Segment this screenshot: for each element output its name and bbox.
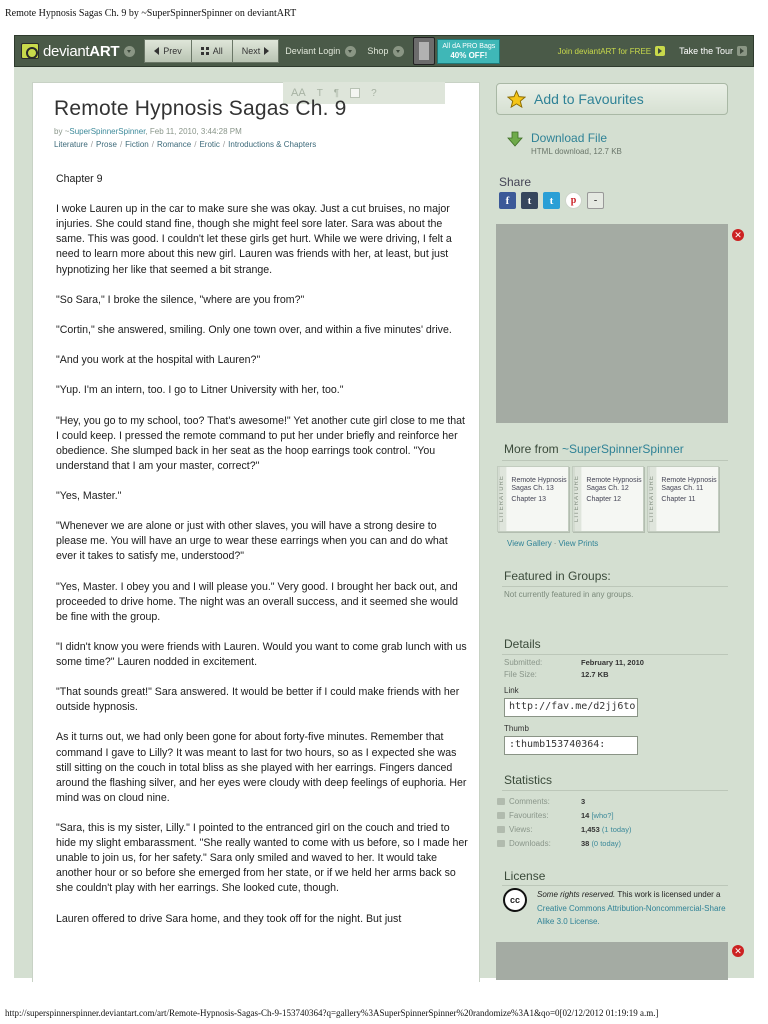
downloads-value: 38 <box>581 838 590 848</box>
top-nav-bar <box>14 35 754 67</box>
breadcrumb-separator: / <box>151 140 154 149</box>
category-breadcrumb <box>54 140 316 149</box>
license-link[interactable]: Creative Commons Attribution-Noncommercial-Share Alike 3.0 License. <box>537 903 726 926</box>
download-file <box>507 131 622 156</box>
thumb-label: Thumb <box>504 724 529 733</box>
download-file-link[interactable]: Download File <box>531 131 608 145</box>
breadcrumb-separator: / <box>119 140 123 149</box>
license-block <box>503 888 727 929</box>
breadcrumb-link[interactable]: Romance <box>156 140 192 149</box>
article-paragraph: "Yes, Master." <box>56 489 122 502</box>
divider <box>502 586 728 587</box>
shop-link[interactable] <box>367 46 409 57</box>
more-share-button[interactable]: - <box>587 192 604 209</box>
thumbnail-card[interactable] <box>497 466 569 532</box>
license-heading: License <box>504 869 546 883</box>
bag-icon <box>413 37 435 65</box>
breadcrumb-separator: / <box>222 140 226 149</box>
link-separator: · <box>553 539 557 548</box>
article-paragraph: "Cortin," she answered, smiling. Only one town over, and within a five minutes' drive. <box>56 323 452 336</box>
deviant-login-link[interactable] <box>285 46 361 57</box>
details-table <box>504 658 644 682</box>
divider <box>502 790 728 791</box>
ad-placeholder <box>496 224 728 423</box>
view-gallery-link[interactable]: View Gallery <box>507 539 552 548</box>
next-label: Next <box>241 46 261 56</box>
breadcrumb-link[interactable]: Introductions & Chapters <box>228 140 317 149</box>
deviantart-logo[interactable] <box>21 35 119 67</box>
thumbnail-title: Remote Hypnosis Sagas Ch. 11 <box>661 477 717 492</box>
deviant-login-label: Deviant Login <box>285 46 341 56</box>
article-paragraph: "Whenever we are alone or just with other slaves, you will have a strong desire to please me. You will have an urge to wear these earrings when you can and do what ever it takes to satisfy me, understood?" <box>56 520 448 563</box>
article-paragraph: "Hey, you go to my school, too? That's awesome!" Yet another cute girl close to me that I could keep. I pressed the remote command to put her under briefly and reinforce her obedience. She slumped back in her seat as the hoop earrings took control. "You understand that I am your master, correct?" <box>56 414 465 472</box>
byline-by: by <box>54 127 63 136</box>
breadcrumb-separator: / <box>194 140 197 149</box>
link-label: Link <box>504 686 519 695</box>
close-ad-icon[interactable]: ✕ <box>732 945 744 957</box>
article-byline <box>54 127 242 136</box>
author-link[interactable]: SuperSpinnerSpinner <box>69 127 146 136</box>
share-heading: Share <box>499 175 532 189</box>
views-today: (1 today) <box>601 824 632 834</box>
submitted-label: Submitted: <box>504 658 543 667</box>
arrow-right-icon <box>737 46 747 56</box>
favourites-label: Favourites: <box>509 810 549 820</box>
article-paragraph: "Sara, this is my sister, Lilly." I pointed to the entranced girl on the couch and tried to hide my slight embarassment. "She really wanted to come with us before, so I made her unable to join us, for her safety." Sara only smiled and waved to her. It would take another hour or so before she emerged from her state, or if we held her arms back so she couldn't play with her earrings. She looked cute, though. <box>56 822 468 895</box>
thumbnail-title: Remote Hypnosis Sagas Ch. 13 <box>511 477 567 492</box>
comments-label: Comments: <box>509 796 550 806</box>
font-face-button[interactable]: T <box>316 87 323 99</box>
thumbnail-spine: LITERATURE <box>648 467 656 531</box>
featured-none-text: Not currently featured in any groups. <box>504 590 634 599</box>
license-text: This work is licensed under a <box>615 890 721 899</box>
share-buttons <box>499 192 604 209</box>
views-icon <box>497 826 505 833</box>
divider <box>502 654 728 655</box>
arrow-right-icon <box>655 46 665 56</box>
author-prefix: ~ <box>64 127 70 136</box>
downloads-label: Downloads: <box>509 838 551 848</box>
tumblr-share-icon[interactable]: t <box>521 192 538 209</box>
article-date: , Feb 11, 2010, 3:44:28 PM <box>145 127 242 136</box>
close-ad-icon[interactable]: ✕ <box>732 229 744 241</box>
file-size-value: 12.7 KB <box>581 670 609 679</box>
thumbnail-card[interactable] <box>647 466 719 532</box>
more-from-author-link[interactable]: ~SuperSpinnerSpinner <box>562 442 684 456</box>
article-paragraph: "That sounds great!" Sara answered. It would be better if I could make friends with her outside hypnosis. <box>56 686 460 714</box>
facebook-share-icon[interactable]: f <box>499 192 516 209</box>
breadcrumb-link[interactable]: Prose <box>96 140 117 149</box>
more-from-prefix: More from <box>504 442 563 456</box>
article-title: Remote Hypnosis Sagas Ch. 9 <box>54 97 347 120</box>
article-paragraph: Lauren offered to drive Sara home, and they took off for the night. But just <box>56 912 402 925</box>
divider <box>502 885 728 886</box>
thumbnail-chapter: Chapter 13 <box>511 496 547 503</box>
article-paragraph: As it turns out, we had only been gone for about forty-five minutes. Remember that command I gave to Lilly? It was meant to last for two hours, so as I expected she was still sitting on the couch in total bliss as she played with her earrings. Fingers danced around the flashing silver, and her eyes were cloudy with deep feelings of euphoria. Her mind was on cloud nine. <box>56 731 467 804</box>
article-paragraph: "Yup. I'm an intern, too. I go to Litner University with her, too." <box>56 384 344 397</box>
grid-icon <box>201 47 209 55</box>
shop-label: Shop <box>367 46 389 56</box>
breadcrumb-link[interactable]: Literature <box>54 140 88 149</box>
divider <box>502 460 728 461</box>
statistics-heading: Statistics <box>504 773 553 787</box>
login-chevron-icon <box>345 46 356 57</box>
promo-line-2: 40% OFF! <box>450 50 488 60</box>
download-file-info: HTML download, 12.7 KB <box>531 147 622 156</box>
arrow-left-icon <box>154 47 159 55</box>
logo-menu-chevron-icon[interactable] <box>124 46 135 57</box>
tour-label: Take the Tour <box>679 46 733 56</box>
views-value: 1,453 <box>581 824 600 834</box>
page-header: Remote Hypnosis Sagas Ch. 9 by ~SuperSpinnerSpinner on deviantART <box>5 8 297 19</box>
prev-button[interactable] <box>144 39 192 63</box>
link-field[interactable]: http://fav.me/d2jj6to <box>504 698 638 717</box>
article-paragraph: "I didn't know you were friends with Lauren. Would you want to come grab lunch with us some time?" Lauren nodded in excitement. <box>56 640 467 668</box>
article-paragraph: "Yes, Master. I obey you and I will please you." Very good. I brought her back out, and proceeded to drive home. The night was an overall success, and it seemed she would be fine with the group. <box>56 580 459 623</box>
paragraph-button[interactable]: ¶ <box>333 87 340 99</box>
thumbnail-spine: LITERATURE <box>573 467 581 531</box>
all-label: All <box>212 46 223 56</box>
promo-line-1: All dA PRO Bags <box>442 42 496 50</box>
views-label: Views: <box>509 824 533 834</box>
downloads-today: (0 today) <box>591 838 622 848</box>
all-button[interactable] <box>192 39 233 63</box>
more-from-thumbnails <box>497 466 719 532</box>
more-from-heading <box>504 442 684 456</box>
help-button[interactable]: ? <box>371 87 377 99</box>
thumbnail-chapter: Chapter 11 <box>661 496 696 503</box>
creative-commons-icon[interactable]: cc <box>503 888 527 912</box>
deviantart-logo-icon <box>21 43 39 59</box>
who-favourited-link[interactable]: [who?] <box>591 810 614 820</box>
thumbnail-spine: LITERATURE <box>498 467 506 531</box>
breadcrumb-link[interactable]: Fiction <box>125 140 149 149</box>
gallery-nav-buttons <box>144 39 279 63</box>
comments-value: 3 <box>581 796 586 806</box>
thumbnail-title: Remote Hypnosis Sagas Ch. 12 <box>586 477 642 492</box>
thumbnail-chapter: Chapter 12 <box>586 496 622 503</box>
file-size-label: File Size: <box>504 670 537 679</box>
add-to-favourites-label: Add to Favourites <box>534 91 644 107</box>
license-some-rights: Some rights reserved. <box>537 890 616 899</box>
logo-text-ant: ant <box>69 42 90 60</box>
tour-link[interactable] <box>679 46 747 56</box>
article-body <box>56 172 470 942</box>
downloads-icon <box>497 840 505 847</box>
star-icon <box>507 90 526 109</box>
twitter-share-icon[interactable]: t <box>543 192 560 209</box>
gallery-links <box>507 539 598 548</box>
prev-label: Prev <box>163 46 182 56</box>
article-paragraph: I woke Lauren up in the car to make sure she was okay. Just a cut bruises, no major injuries. She could stand fine, though she might feel sore later. Sara was about the same. This was good. I couldn't let these girls get hurt. While we were driving, I felt a need to learn more about this new girl. Lauren was friends with her, at least, but just hypnotizing her like that seemed a bit strange. <box>56 203 452 276</box>
logo-text-art: ART <box>89 42 120 60</box>
next-button[interactable] <box>233 39 280 63</box>
statistics-table <box>497 794 631 850</box>
article-paragraph: Chapter 9 <box>56 173 103 185</box>
submitted-value: February 11, 2010 <box>581 658 644 667</box>
download-arrow-icon <box>507 131 523 147</box>
breadcrumb-separator: / <box>90 140 94 149</box>
featured-heading: Featured in Groups: <box>504 569 611 583</box>
details-heading: Details <box>504 637 541 651</box>
promo-text <box>437 39 500 64</box>
comments-icon <box>497 798 505 805</box>
ad-placeholder <box>496 942 728 980</box>
font-size-button[interactable]: AA <box>291 87 306 99</box>
join-link[interactable] <box>558 46 666 56</box>
promo-banner[interactable] <box>413 37 500 65</box>
view-prints-link[interactable]: View Prints <box>558 539 599 548</box>
shop-chevron-icon <box>393 46 404 57</box>
page-footer-url: http://superspinnerspinner.deviantart.com/art/Remote-Hypnosis-Sagas-Ch-9-153740364?q=gallery%3ASuperSpinnerSpinner%20randomize%3A1&qo=0[02/12/2012 01:19:19 a.m.] <box>5 1008 659 1018</box>
article-paragraph: "And you work at the hospital with Lauren?" <box>56 354 261 367</box>
contrast-button[interactable] <box>350 88 360 98</box>
thumb-code-field[interactable]: :thumb153740364: <box>504 736 638 755</box>
favourites-value: 14 <box>581 810 590 820</box>
join-label: Join deviantART for FREE <box>557 46 652 56</box>
favourites-icon <box>497 812 505 819</box>
pinterest-share-icon[interactable]: p <box>565 192 582 209</box>
thumbnail-card[interactable] <box>572 466 644 532</box>
add-to-favourites-button[interactable] <box>496 83 728 115</box>
article-paragraph: "So Sara," I broke the silence, "where are you from?" <box>56 293 305 306</box>
arrow-right-icon <box>264 47 269 55</box>
breadcrumb-link[interactable]: Erotic <box>199 140 220 149</box>
logo-text-dev: devi <box>43 42 70 60</box>
